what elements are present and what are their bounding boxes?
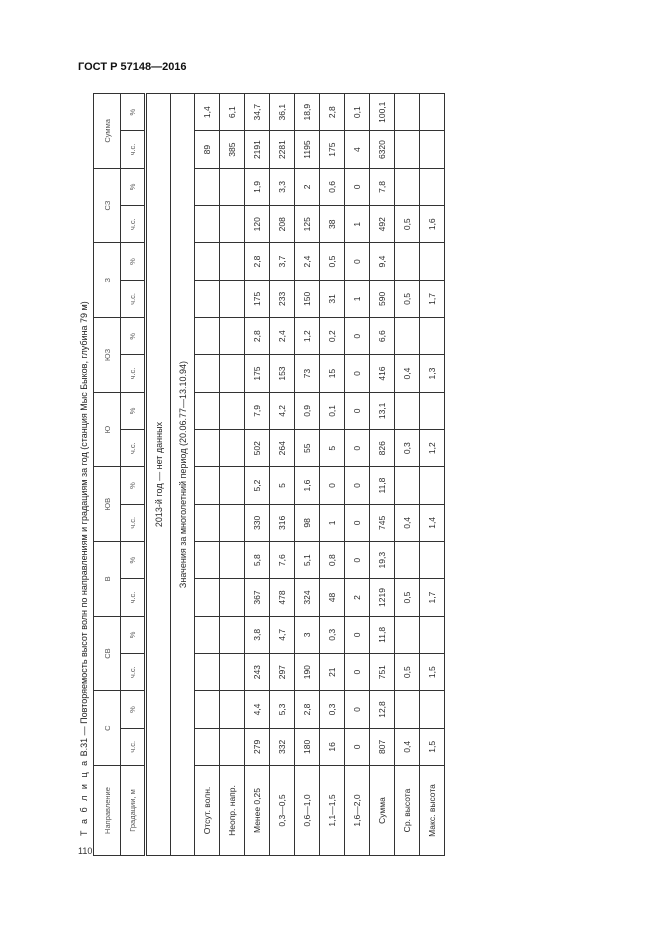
percent-cell: 0 [345, 467, 370, 504]
percent-subheader: % [121, 392, 146, 429]
count-cell: 175 [245, 280, 270, 317]
percent-cell: 0 [345, 542, 370, 579]
count-cell: 15 [320, 355, 345, 392]
count-cell: 1,5 [420, 654, 445, 691]
percent-cell [395, 392, 420, 429]
direction-header: ЮВ [94, 467, 121, 542]
percent-cell: 0,1 [345, 94, 370, 131]
percent-cell [220, 542, 245, 579]
count-cell: 502 [245, 430, 270, 467]
percent-cell [220, 318, 245, 355]
percent-cell: 9,4 [370, 243, 395, 280]
direction-header: В [94, 542, 121, 617]
count-subheader: ч.с. [121, 355, 146, 392]
percent-cell: 2,8 [320, 94, 345, 131]
percent-cell [195, 318, 220, 355]
count-cell: 243 [245, 654, 270, 691]
percent-cell: 34,7 [245, 94, 270, 131]
percent-cell [220, 691, 245, 728]
direction-header: З [94, 243, 121, 318]
count-cell: 807 [370, 728, 395, 765]
percent-cell [220, 392, 245, 429]
direction-header: Ю [94, 392, 121, 467]
percent-cell [395, 616, 420, 653]
table-row [195, 94, 220, 856]
percent-cell: 2 [295, 168, 320, 205]
count-cell [195, 579, 220, 616]
count-cell: 2281 [270, 131, 295, 168]
percent-cell: 100,1 [370, 94, 395, 131]
count-cell: 16 [320, 728, 345, 765]
table-row [270, 94, 295, 856]
row-label: 1,6—2,0 [345, 766, 370, 856]
percent-cell: 5,2 [245, 467, 270, 504]
percent-cell: 2,4 [270, 318, 295, 355]
direction-header: СЗ [94, 168, 121, 243]
count-cell: 208 [270, 206, 295, 243]
count-cell: 1,7 [420, 579, 445, 616]
count-cell: 150 [295, 280, 320, 317]
table-row [320, 94, 345, 856]
percent-cell [395, 243, 420, 280]
count-cell: 120 [245, 206, 270, 243]
percent-cell: 0,9 [295, 392, 320, 429]
count-cell [220, 579, 245, 616]
section-note: Значения за многолетний период (20.06.77—13.10.94) [171, 94, 195, 856]
count-subheader: ч.с. [121, 728, 146, 765]
caption-text: В.31 — Повторяемость высот волн по направлениям и градациям за год (станция Мыс Быков, глубина 79 м) [79, 301, 89, 757]
percent-cell [395, 168, 420, 205]
document-header: ГОСТ Р 57148—2016 [78, 61, 187, 73]
percent-subheader: % [121, 616, 146, 653]
count-cell [195, 430, 220, 467]
page-number: 110 [78, 846, 93, 856]
direction-header: Сумма [94, 94, 121, 169]
count-cell: 0 [345, 654, 370, 691]
header-row-directions [94, 94, 121, 856]
count-cell [220, 654, 245, 691]
row-label: Ср. высота [395, 766, 420, 856]
percent-cell: 1,2 [295, 318, 320, 355]
table-row [220, 94, 245, 856]
count-cell: 0,5 [395, 206, 420, 243]
count-cell: 0,5 [395, 579, 420, 616]
count-cell: 0 [345, 355, 370, 392]
percent-cell: 4,7 [270, 616, 295, 653]
percent-cell [420, 168, 445, 205]
count-cell: 2 [345, 579, 370, 616]
percent-cell: 0 [345, 243, 370, 280]
count-cell [195, 728, 220, 765]
section-note: 2013-й год — нет данных [146, 94, 171, 856]
direction-header: СВ [94, 616, 121, 691]
percent-subheader: % [121, 467, 146, 504]
count-cell: 0 [345, 504, 370, 541]
header-row-subcolumns [121, 94, 146, 856]
count-cell: 5 [320, 430, 345, 467]
count-cell: 4 [345, 131, 370, 168]
count-cell: 0,3 [395, 430, 420, 467]
count-cell: 153 [270, 355, 295, 392]
percent-cell: 3,7 [270, 243, 295, 280]
percent-cell [220, 616, 245, 653]
percent-cell [420, 392, 445, 429]
row-label: 0,6—1,0 [295, 766, 320, 856]
count-cell: 332 [270, 728, 295, 765]
count-cell: 38 [320, 206, 345, 243]
count-cell: 826 [370, 430, 395, 467]
count-cell: 1,6 [420, 206, 445, 243]
percent-cell: 4,2 [270, 392, 295, 429]
count-cell: 0,5 [395, 280, 420, 317]
wave-height-table [93, 93, 445, 856]
count-cell [195, 355, 220, 392]
percent-cell: 7,9 [245, 392, 270, 429]
percent-cell: 7,6 [270, 542, 295, 579]
percent-cell: 1,9 [245, 168, 270, 205]
percent-cell: 2,8 [295, 691, 320, 728]
count-cell [220, 280, 245, 317]
count-cell: 1,4 [420, 504, 445, 541]
count-cell: 0 [345, 430, 370, 467]
count-cell: 297 [270, 654, 295, 691]
count-cell [220, 355, 245, 392]
count-cell: 1219 [370, 579, 395, 616]
percent-cell [220, 168, 245, 205]
count-cell: 1,7 [420, 280, 445, 317]
percent-subheader: % [121, 94, 146, 131]
percent-cell: 5,8 [245, 542, 270, 579]
percent-cell [395, 318, 420, 355]
row-label: Макс. высота [420, 766, 445, 856]
row-label: 0,3—0,5 [270, 766, 295, 856]
percent-cell [420, 616, 445, 653]
count-cell: 190 [295, 654, 320, 691]
percent-cell: 12,8 [370, 691, 395, 728]
percent-cell [195, 691, 220, 728]
count-cell: 55 [295, 430, 320, 467]
percent-cell: 0 [320, 467, 345, 504]
count-subheader: ч.с. [121, 654, 146, 691]
percent-cell [420, 318, 445, 355]
count-cell [195, 206, 220, 243]
count-cell: 0 [345, 728, 370, 765]
direction-header-label: Направление [94, 766, 121, 856]
percent-cell [420, 467, 445, 504]
count-cell [195, 280, 220, 317]
count-cell: 1195 [295, 131, 320, 168]
count-cell [220, 728, 245, 765]
count-cell: 385 [220, 131, 245, 168]
table-row [420, 94, 445, 856]
count-cell: 2191 [245, 131, 270, 168]
row-label: Сумма [370, 766, 395, 856]
percent-cell: 0 [345, 691, 370, 728]
percent-cell: 0,8 [320, 542, 345, 579]
percent-cell: 0,3 [320, 691, 345, 728]
percent-cell [195, 168, 220, 205]
percent-cell [195, 243, 220, 280]
count-cell: 367 [245, 579, 270, 616]
percent-cell: 3,8 [245, 616, 270, 653]
count-subheader: ч.с. [121, 131, 146, 168]
row-label: Отсут. волн. [195, 766, 220, 856]
gradation-header-label: Градации, м [121, 766, 146, 856]
direction-header: С [94, 691, 121, 766]
percent-cell: 5,1 [295, 542, 320, 579]
table-row [295, 94, 320, 856]
percent-cell: 0 [345, 392, 370, 429]
count-cell: 416 [370, 355, 395, 392]
caption-prefix: Т а б л и ц а [79, 758, 89, 836]
count-cell: 745 [370, 504, 395, 541]
row-label: 1,1—1,5 [320, 766, 345, 856]
percent-cell: 36,1 [270, 94, 295, 131]
table-row [245, 94, 270, 856]
percent-subheader: % [121, 243, 146, 280]
count-cell [220, 206, 245, 243]
count-cell: 89 [195, 131, 220, 168]
count-cell [220, 504, 245, 541]
merged-row [171, 94, 195, 856]
percent-cell: 18,9 [295, 94, 320, 131]
percent-cell: 11,8 [370, 467, 395, 504]
count-cell: 125 [295, 206, 320, 243]
percent-cell [420, 94, 445, 131]
count-cell: 233 [270, 280, 295, 317]
percent-cell: 0 [345, 168, 370, 205]
count-cell: 48 [320, 579, 345, 616]
percent-cell: 3,3 [270, 168, 295, 205]
count-subheader: ч.с. [121, 579, 146, 616]
count-cell: 31 [320, 280, 345, 317]
table-row [345, 94, 370, 856]
percent-cell: 0,5 [320, 243, 345, 280]
percent-cell: 2,4 [295, 243, 320, 280]
percent-subheader: % [121, 542, 146, 579]
count-cell: 1 [345, 280, 370, 317]
count-cell: 98 [295, 504, 320, 541]
percent-cell: 3 [295, 616, 320, 653]
percent-cell [220, 243, 245, 280]
percent-cell [420, 243, 445, 280]
count-cell: 0,5 [395, 654, 420, 691]
percent-cell: 13,1 [370, 392, 395, 429]
percent-cell: 0 [345, 616, 370, 653]
count-subheader: ч.с. [121, 280, 146, 317]
count-cell: 1 [320, 504, 345, 541]
table-row [370, 94, 395, 856]
count-cell [220, 430, 245, 467]
count-cell: 1 [345, 206, 370, 243]
percent-cell: 0,3 [320, 616, 345, 653]
percent-cell [395, 691, 420, 728]
percent-cell: 0,6 [320, 168, 345, 205]
count-cell: 175 [320, 131, 345, 168]
count-cell: 73 [295, 355, 320, 392]
percent-subheader: % [121, 318, 146, 355]
count-cell: 6320 [370, 131, 395, 168]
count-cell: 279 [245, 728, 270, 765]
percent-cell: 6,6 [370, 318, 395, 355]
percent-cell [395, 542, 420, 579]
percent-cell: 7,8 [370, 168, 395, 205]
rotated-table-container [93, 93, 446, 856]
table-row [395, 94, 420, 856]
count-cell [195, 504, 220, 541]
percent-cell [420, 691, 445, 728]
row-label: Неопр. напр. [220, 766, 245, 856]
merged-row [146, 94, 171, 856]
percent-cell: 0 [345, 318, 370, 355]
percent-cell: 5,3 [270, 691, 295, 728]
percent-cell [195, 616, 220, 653]
count-cell: 0,4 [395, 355, 420, 392]
count-cell: 0,4 [395, 728, 420, 765]
percent-cell: 1,4 [195, 94, 220, 131]
percent-cell: 0,2 [320, 318, 345, 355]
percent-subheader: % [121, 168, 146, 205]
count-cell: 324 [295, 579, 320, 616]
count-cell: 264 [270, 430, 295, 467]
count-cell: 21 [320, 654, 345, 691]
percent-cell [195, 467, 220, 504]
count-cell: 330 [245, 504, 270, 541]
count-cell: 492 [370, 206, 395, 243]
percent-cell: 0,1 [320, 392, 345, 429]
count-cell: 1,2 [420, 430, 445, 467]
count-cell [420, 131, 445, 168]
percent-cell: 5 [270, 467, 295, 504]
percent-cell: 6,1 [220, 94, 245, 131]
percent-cell [420, 542, 445, 579]
count-cell: 175 [245, 355, 270, 392]
count-cell: 0,4 [395, 504, 420, 541]
count-cell: 751 [370, 654, 395, 691]
percent-cell: 1,6 [295, 467, 320, 504]
count-cell: 478 [270, 579, 295, 616]
percent-cell: 2,8 [245, 318, 270, 355]
percent-cell: 11,8 [370, 616, 395, 653]
count-cell: 316 [270, 504, 295, 541]
count-cell: 1,3 [420, 355, 445, 392]
percent-subheader: % [121, 691, 146, 728]
count-subheader: ч.с. [121, 504, 146, 541]
count-cell [195, 654, 220, 691]
percent-cell [195, 392, 220, 429]
percent-cell [220, 467, 245, 504]
count-cell: 1,5 [420, 728, 445, 765]
percent-cell: 2,8 [245, 243, 270, 280]
row-label: Менее 0,25 [245, 766, 270, 856]
percent-cell: 19,3 [370, 542, 395, 579]
percent-cell: 4,4 [245, 691, 270, 728]
percent-cell [395, 94, 420, 131]
count-cell [395, 131, 420, 168]
direction-header: ЮЗ [94, 318, 121, 393]
count-cell: 180 [295, 728, 320, 765]
percent-cell [195, 542, 220, 579]
count-subheader: ч.с. [121, 430, 146, 467]
count-subheader: ч.с. [121, 206, 146, 243]
table-caption [79, 96, 93, 836]
percent-cell [395, 467, 420, 504]
count-cell: 590 [370, 280, 395, 317]
